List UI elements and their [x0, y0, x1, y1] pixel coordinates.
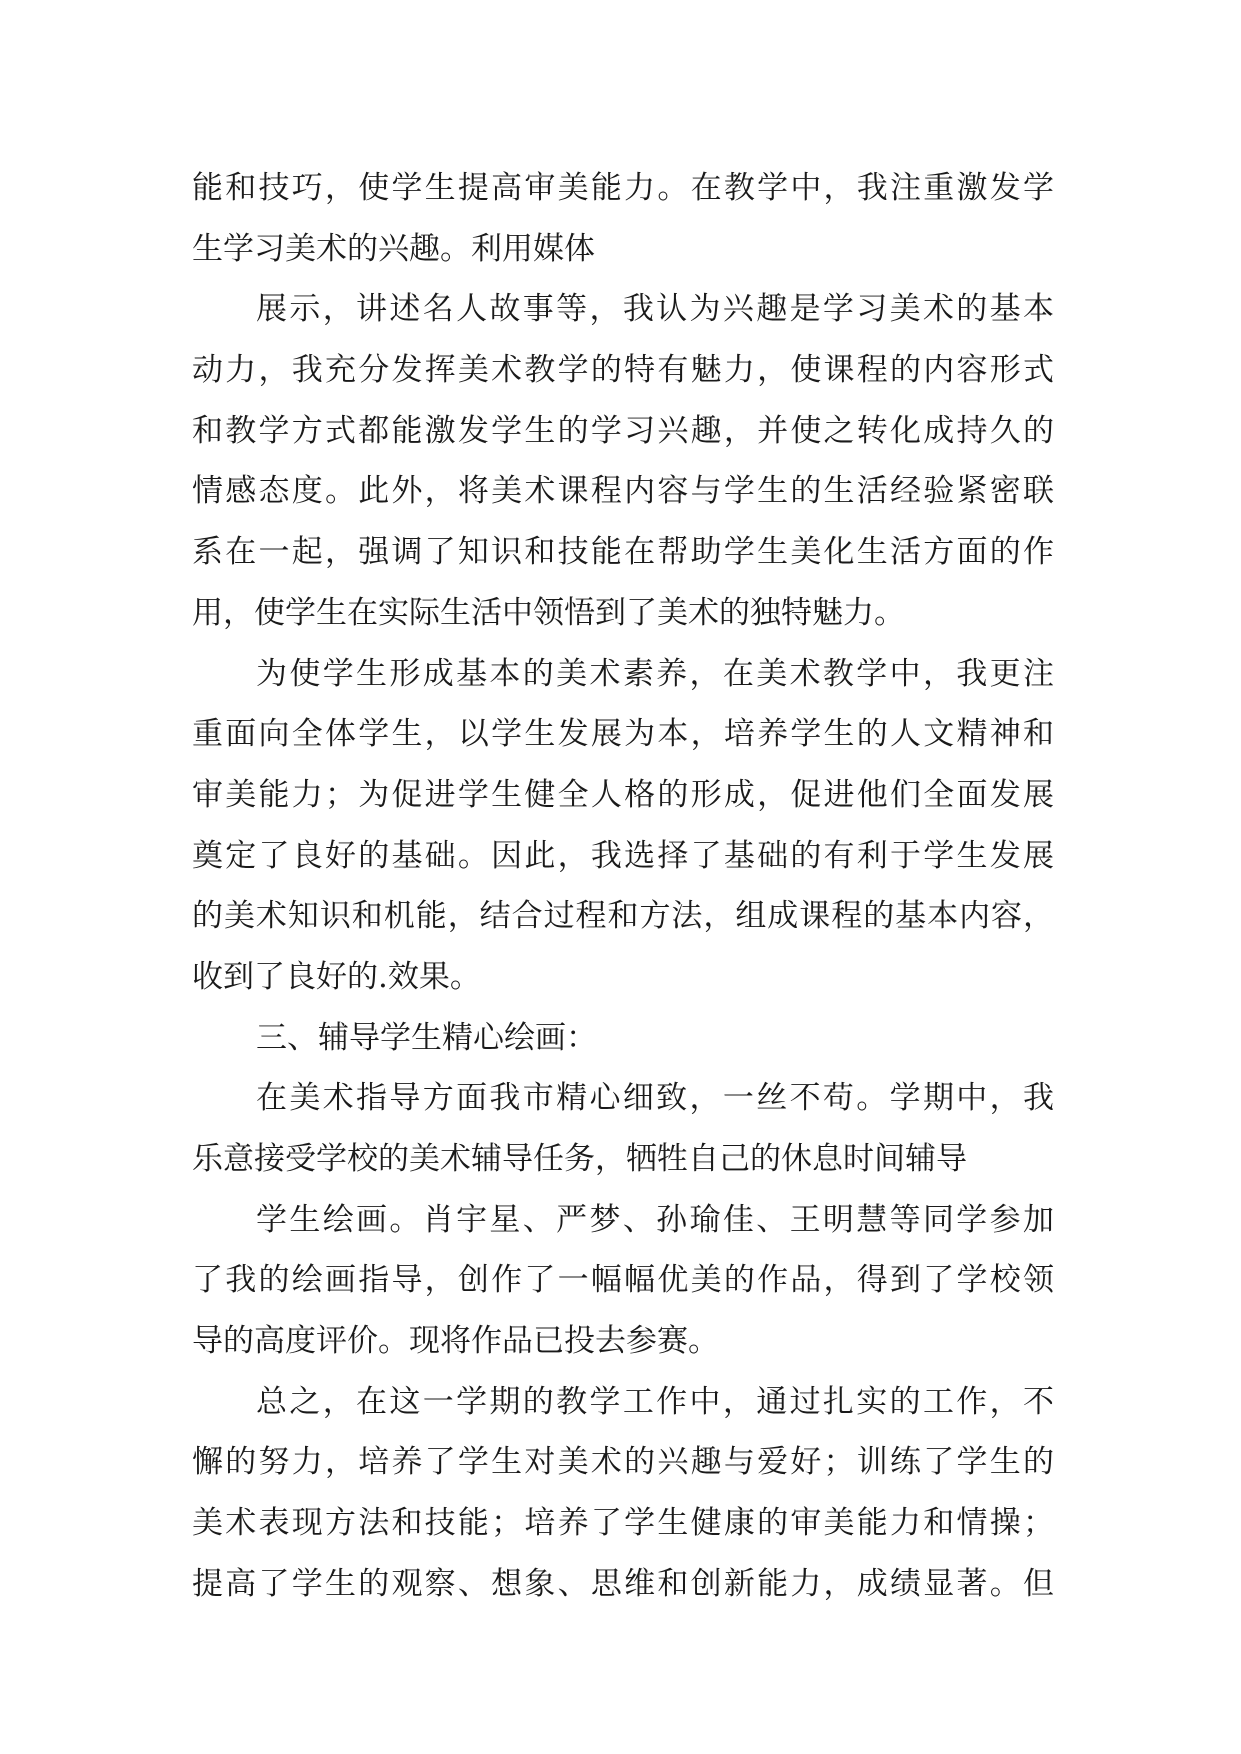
text-line: 系在一起，强调了知识和技能在帮助学生美化生活方面的作: [192, 534, 1054, 571]
text-line: 用，使学生在实际生活中领悟到了美术的独特魅力。: [192, 594, 905, 631]
paragraph-first-line: 在美术指导方面我市精心细致，一丝不苟。学期中，我: [256, 1080, 1054, 1117]
text-line: 收到了良好的.效果。: [192, 958, 481, 995]
text-line: 和教学方式都能激发学生的学习兴趣，并使之转化成持久的: [192, 412, 1054, 449]
text-line: 导的高度评价。现将作品已投去参赛。: [192, 1323, 719, 1360]
text-line: 提高了学生的观察、想象、思维和创新能力，成绩显著。但: [192, 1565, 1054, 1602]
text-line: 能和技巧，使学生提高审美能力。在教学中，我注重激发学: [192, 170, 1054, 206]
text-line: 动力，我充分发挥美术教学的特有魅力，使课程的内容形式: [192, 352, 1054, 389]
paragraph-first-line: 为使学生形成基本的美术素养，在美术教学中，我更注: [256, 655, 1054, 692]
text-line: 乐意接受学校的美术辅导任务，牺牲自己的休息时间辅导: [192, 1141, 967, 1177]
text-line: 生学习美术的兴趣。利用媒体: [192, 230, 595, 267]
text-line: 美术表现方法和技能；培养了学生健康的审美能力和情操；: [192, 1505, 1054, 1542]
paragraph-first-line: 总之，在这一学期的教学工作中，通过扎实的工作，不: [256, 1383, 1054, 1420]
text-line: 的美术知识和机能，结合过程和方法，组成课程的基本内容，: [192, 898, 1054, 935]
text-line: 重面向全体学生，以学生发展为本，培养学生的人文精神和: [192, 716, 1054, 753]
text-line: 奠定了良好的基础。因此，我选择了基础的有利于学生发展: [192, 837, 1054, 874]
text-line: 了我的绘画指导，创作了一幅幅优美的作品，得到了学校领: [192, 1262, 1054, 1299]
section-heading: 三、辅导学生精心绘画：: [256, 1019, 597, 1056]
text-line: 懈的努力，培养了学生对美术的兴趣与爱好；训练了学生的: [192, 1444, 1054, 1481]
text-line: 情感态度。此外，将美术课程内容与学生的生活经验紧密联: [192, 473, 1054, 510]
paragraph-first-line: 学生绘画。肖宇星、严梦、孙瑜佳、王明慧等同学参加: [256, 1201, 1054, 1238]
text-line: 审美能力；为促进学生健全人格的形成，促进他们全面发展: [192, 776, 1054, 813]
paragraph-first-line: 展示，讲述名人故事等，我认为兴趣是学习美术的基本: [256, 291, 1054, 328]
body-text: [192, 158, 1054, 1615]
